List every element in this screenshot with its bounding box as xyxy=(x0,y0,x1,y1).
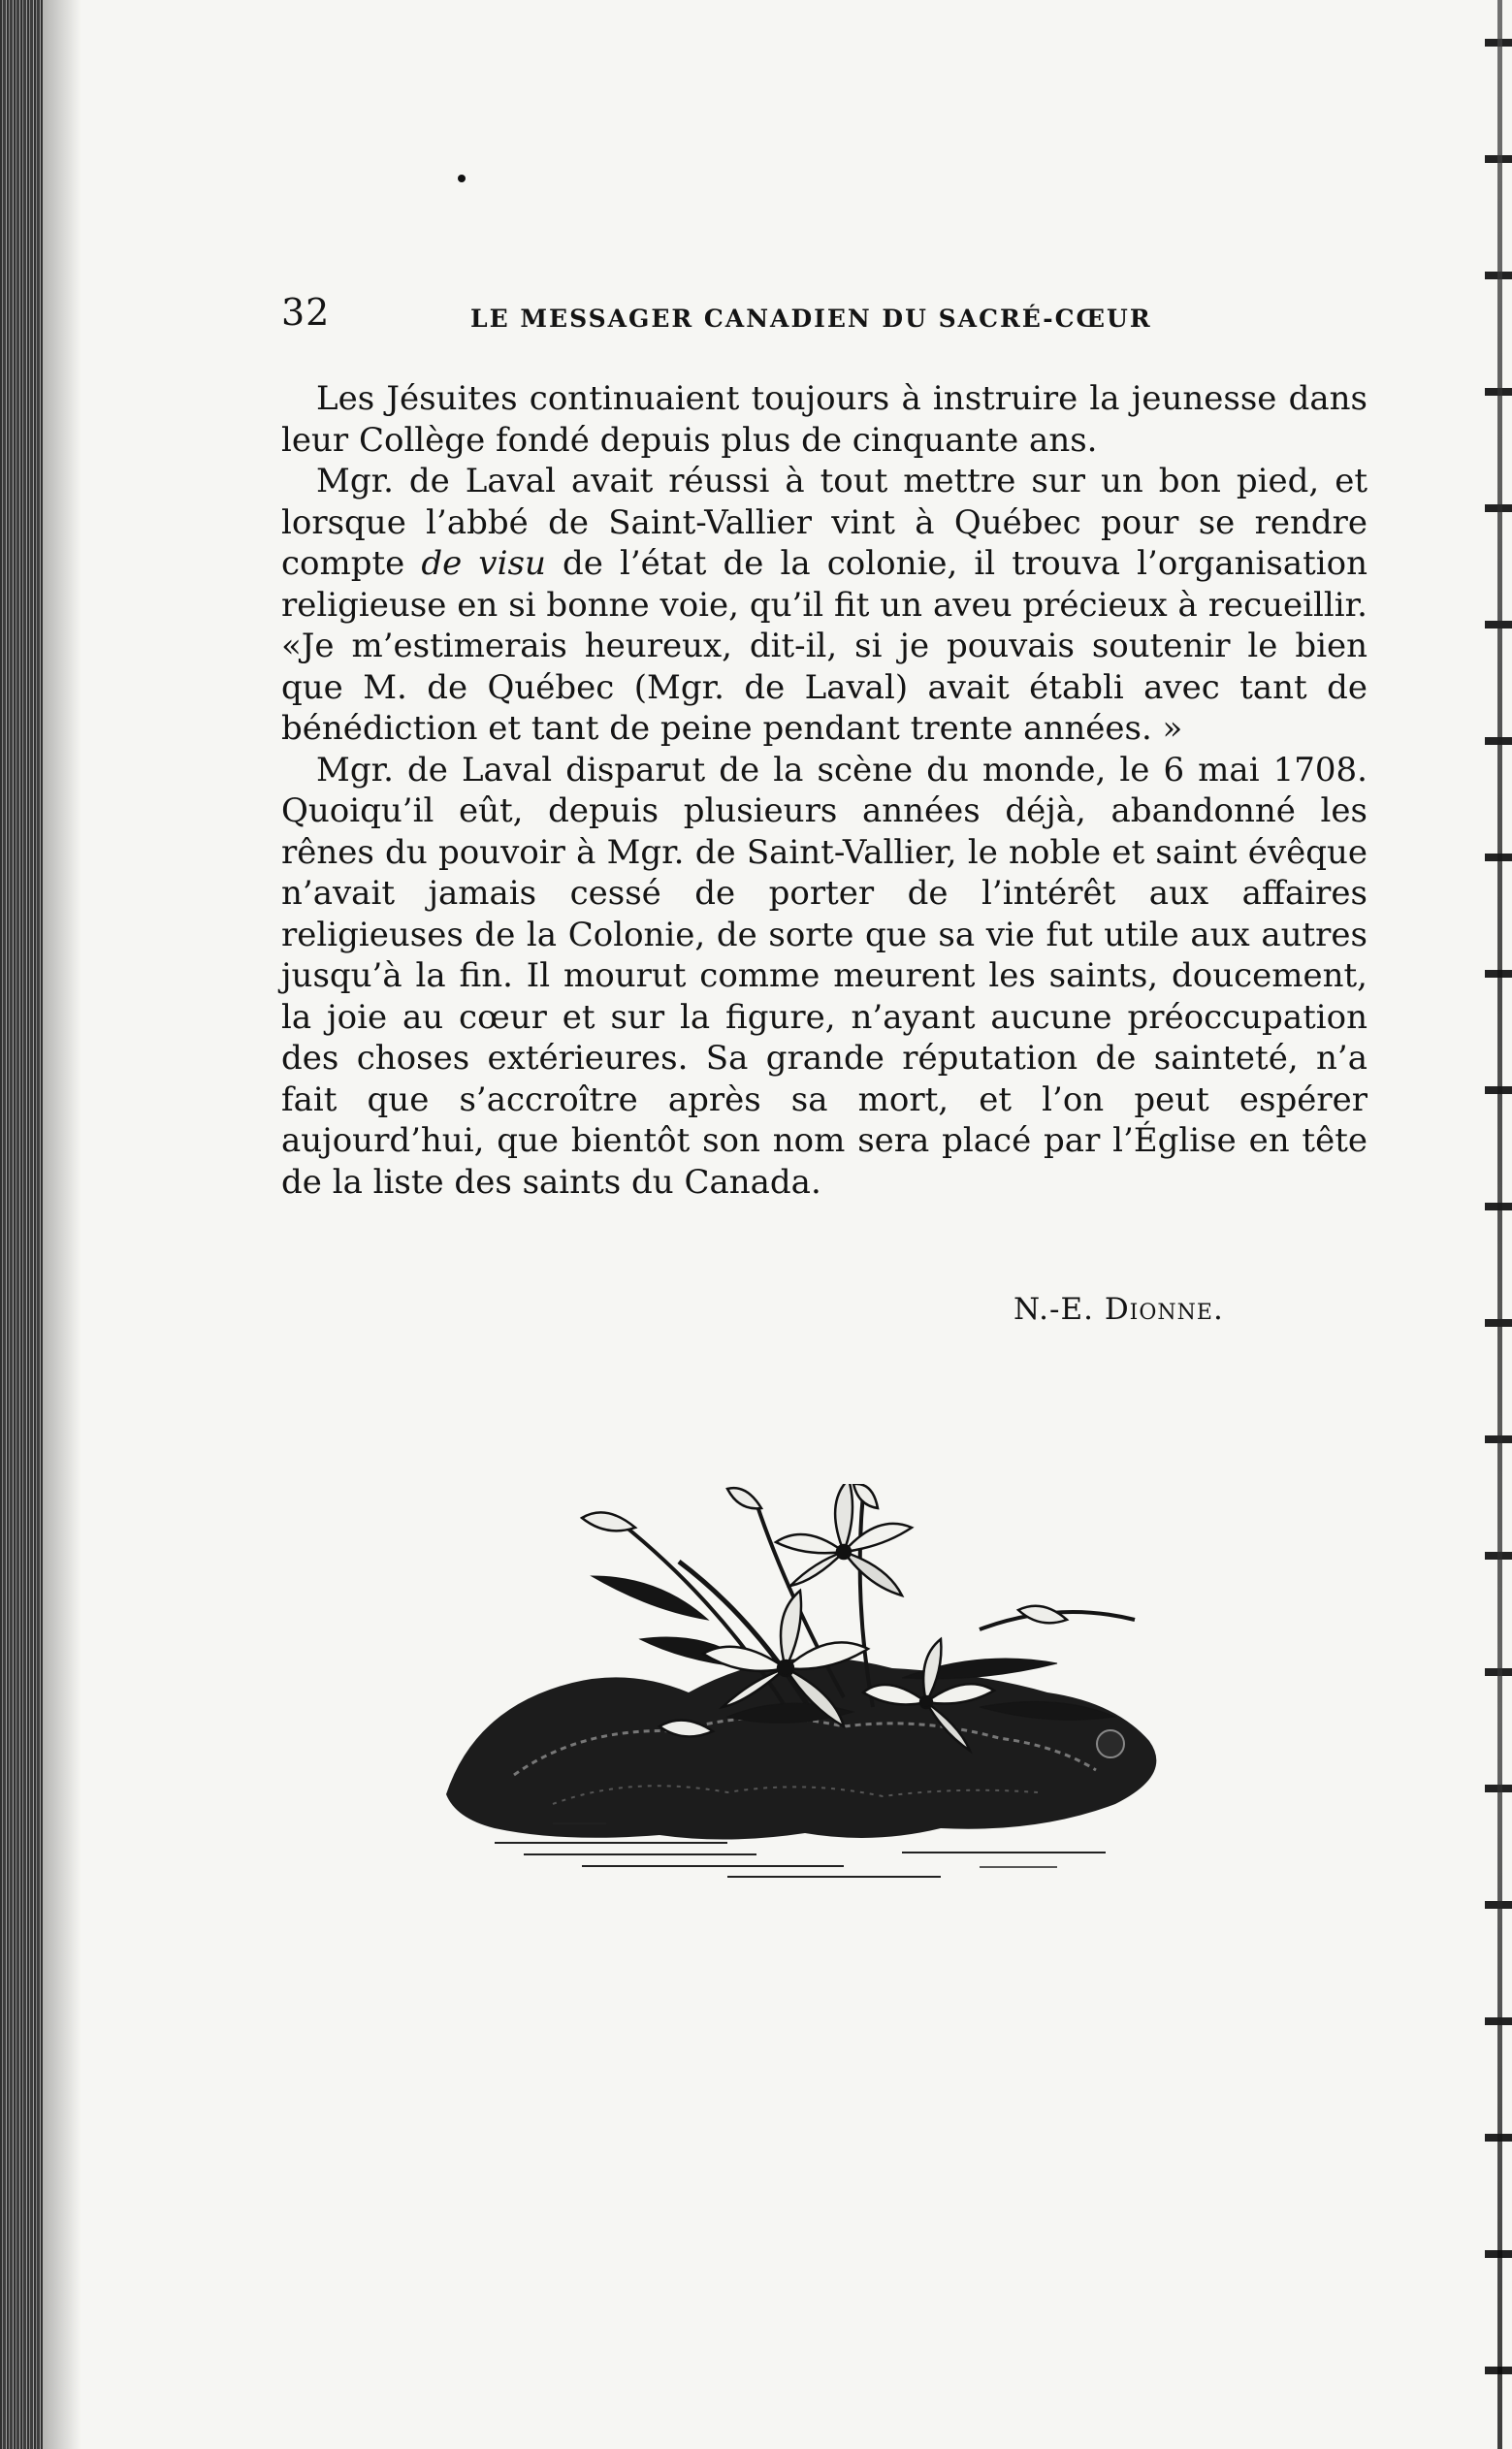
lily-upper xyxy=(776,1484,912,1595)
ink-dot xyxy=(458,175,466,182)
paragraph-3: Mgr. de Laval disparut de la scène du monde, le 6 mai 1708. Quoiqu’il eût, depuis plusieurs années déjà, abandonné les rênes du pouvoir à Mgr. de Saint-Vallier, le noble et saint évêque n’avait jamais cessé de porter de l’intérêt aux affaires religieuses de la Colonie, de sorte que sa vie fut utile aux autres jusqu’à la fin. Il mourut comme meurent les saints, doucement, la joie au cœur et sur la figure, n’ayant aucune préoccupation des choses extérieures. Sa grande réputation de sainteté, n’a fait que s’accroître après sa mort, et l’on peut espérer aujourd’hui, que bientôt son nom sera placé par l’Église en tête de la liste des saints du Canada. xyxy=(281,750,1367,1202)
tassel-knob xyxy=(1097,1730,1124,1757)
running-head: LE MESSAGER CANADIEN DU SACRÉ-CŒUR xyxy=(470,305,1152,333)
author-signature xyxy=(1013,1292,1224,1327)
ground-hatching xyxy=(495,1843,1106,1877)
paragraph-2 xyxy=(281,461,1367,750)
author-name: Dionne. xyxy=(1104,1292,1224,1327)
article-body xyxy=(281,378,1367,1203)
lily-bouquet-vignette xyxy=(436,1484,1222,1940)
page-number: 32 xyxy=(281,291,331,334)
spine-shadow xyxy=(43,0,81,2449)
paragraph-2-end: de l’état de la colonie, il trouva l’organisation religieuse en si bonne voie, qu’il fit un aveu précieux à recueillir. «Je m’estimerais heureux, dit-il, si je pouvais soutenir le bien que M. de Québec (Mgr. de Laval) avait établi avec tant de bénédiction et tant de peine pendant trente années. » xyxy=(281,544,1367,748)
paragraph-2-start: Mgr. de Laval avait réussi à tout mettre sur un bon pied, et lorsque l’abbé de Saint-Vallier vint à Québec pour se rendre compte xyxy=(281,462,1367,583)
book-spine-edge xyxy=(0,0,43,2449)
page-header xyxy=(281,291,1367,349)
page-edge-line xyxy=(1497,0,1502,2449)
paragraph-1: Les Jésuites continuaient toujours à instruire la jeunesse dans leur Collège fondé depuis plus de cinquante ans. xyxy=(281,379,1367,460)
italic-phrase: de visu xyxy=(421,544,546,583)
author-initials: N.-E. xyxy=(1013,1292,1094,1327)
